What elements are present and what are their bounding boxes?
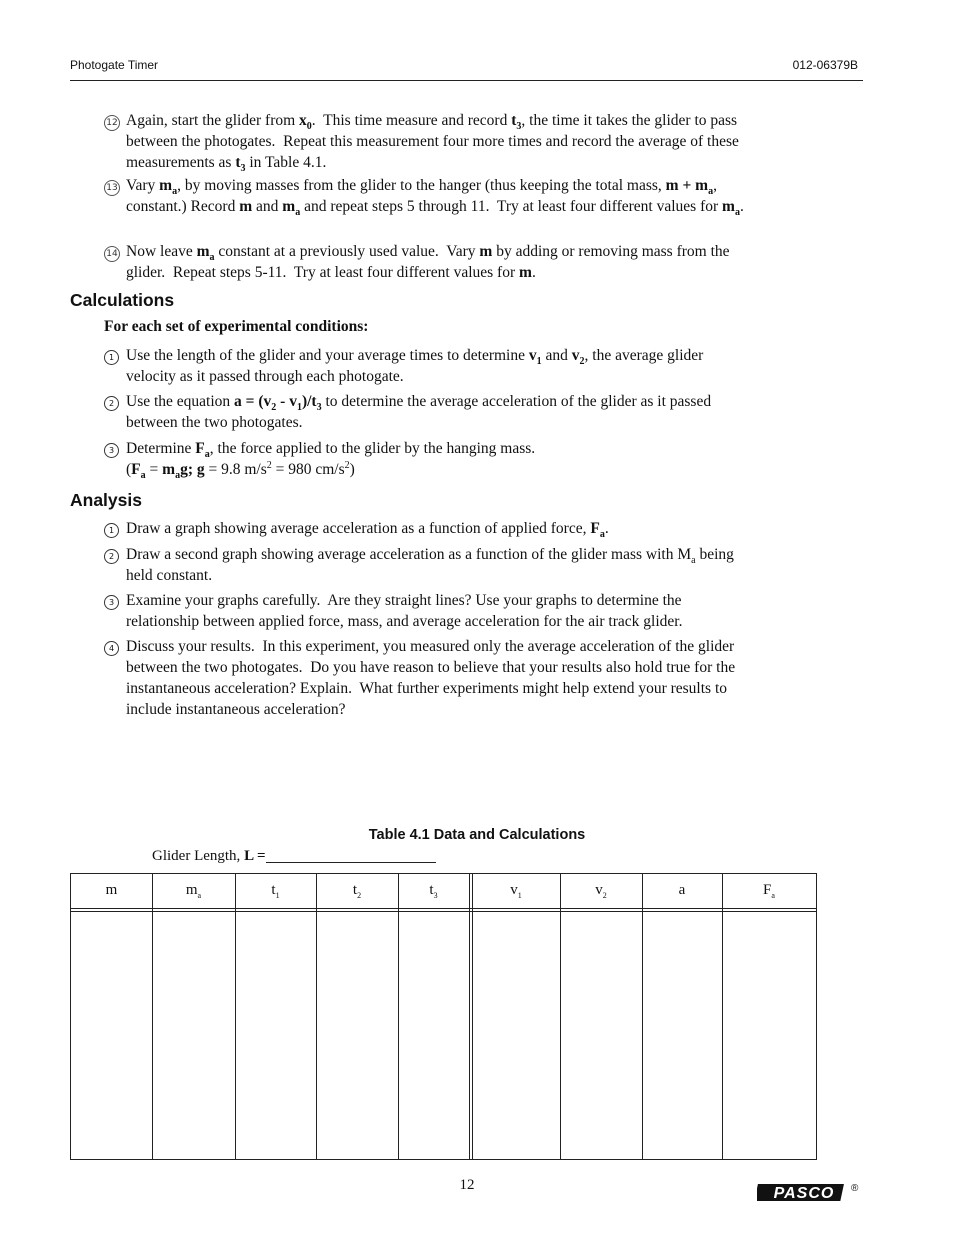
procedure-step-14: 14 Now leave $m_a$ constant at a previously used value. Vary m by adding or removing mass from the glider. Repeat steps 5-11. Try at least four different values for m. [104,241,749,283]
calculation-item-3: 3 Determine $F_a$, the force applied to the glider by the hanging mass. ($F_a = m_ag$; g = 9.8 $m/s^2 = 980$ $cm/s^2$) [104,438,749,480]
column-divider [398,874,399,1159]
column-header-fa: $F_a$ [763,882,775,900]
column-header-ma: $m_a$ [185,882,202,900]
data-table [70,873,817,1160]
glider-length-var: L = [244,848,266,864]
column-header-m: m [105,882,118,898]
procedure-step-12: 12 Again, start the glider from $x_0$. This time measure and record $t_3$, the time it takes the glider to pass between the photogates. Repeat this measurement four more times and record the average of these measurements as $t_3$ in Table 4.1. [104,110,749,173]
calculation-item-2: 2 Use the equation $a = (v_2 - v_1)/t_3$ to determine the average acceleration of the glider as it passed between the two photogates. [104,391,749,433]
column-header-v2: $v_2$ [595,882,607,900]
section-heading-calculations: Calculations [70,290,175,310]
table-header-rule [71,908,816,909]
step-number-badge: 14 [104,246,120,262]
column-header-v1: $v_1$ [510,882,522,900]
column-divider [235,874,236,1159]
analysis-item-4: 4 Discuss your results. In this experiment, you measured only the average acceleration of the glider between the two photogates. Do you have reason to believe that your results also hold true for the instantaneous acceleration? Explain. What further experiments might help extend your results to include instantaneous acceleration? [104,636,749,720]
document-number: 012-06379B [792,58,858,72]
item-number-badge: 2 [104,396,119,411]
item-number-badge: 3 [104,595,119,610]
column-header-a: a [678,882,686,898]
column-divider [469,874,470,1159]
running-header-title: Photogate Timer [70,58,159,72]
pasco-logo-mark [757,1179,863,1203]
glider-length-field [152,848,436,865]
step-number-badge: 12 [104,115,120,131]
step-number-badge: 13 [104,180,120,196]
column-divider [316,874,317,1159]
item-number-badge: 1 [104,350,119,365]
column-header-t3: $t_3$ [429,882,438,900]
section-heading-analysis: Analysis [70,490,142,510]
item-number-badge: 3 [104,443,119,458]
column-divider [560,874,561,1159]
table-caption: Table 4.1 Data and Calculations [368,827,586,843]
registered-mark: ® [851,1183,859,1194]
procedure-step-13: 13 Vary $m_a$, by moving masses from the glider to the hanger (thus keeping the total mass, $m + m_a$, constant.) Record m and $m_a$ and repeat steps 5 through 11. Try at least four different values for $m_a$. [104,175,749,217]
item-number-badge: 1 [104,523,119,538]
glider-length-label: Glider Length, [152,848,245,864]
table-header-rule [71,911,816,912]
column-header-t1: $t_1$ [271,882,280,900]
column-divider [722,874,723,1159]
page-number: 12 [459,1177,475,1193]
column-header-t2: $t_2$ [352,882,362,900]
analysis-item-1: 1 Draw a graph showing average acceleration as a function of applied force, $F_a$. [104,518,749,539]
column-divider [472,874,473,1159]
item-number-badge: 4 [104,641,119,656]
calculation-item-1: 1 Use the length of the glider and your average times to determine $v_1$ and $v_2$, the average glider velocity as it passed through each photogate. [104,345,749,387]
column-divider [642,874,643,1159]
item-number-badge: 2 [104,549,119,564]
pasco-logo [757,1179,863,1203]
glider-length-blank [266,848,436,863]
header-divider [70,80,863,81]
column-divider [152,874,153,1159]
analysis-item-2: 2 Draw a second graph showing average acceleration as a function of the glider mass with $M_a$ being held constant. [104,544,749,586]
calculations-subheading: For each set of experimental conditions: [104,318,369,335]
pasco-logo-text: PASCO [773,1185,835,1202]
analysis-item-3: 3 Examine your graphs carefully. Are they straight lines? Use your graphs to determine the relationship between applied force, mass, and average acceleration for the air track glider. [104,590,749,632]
